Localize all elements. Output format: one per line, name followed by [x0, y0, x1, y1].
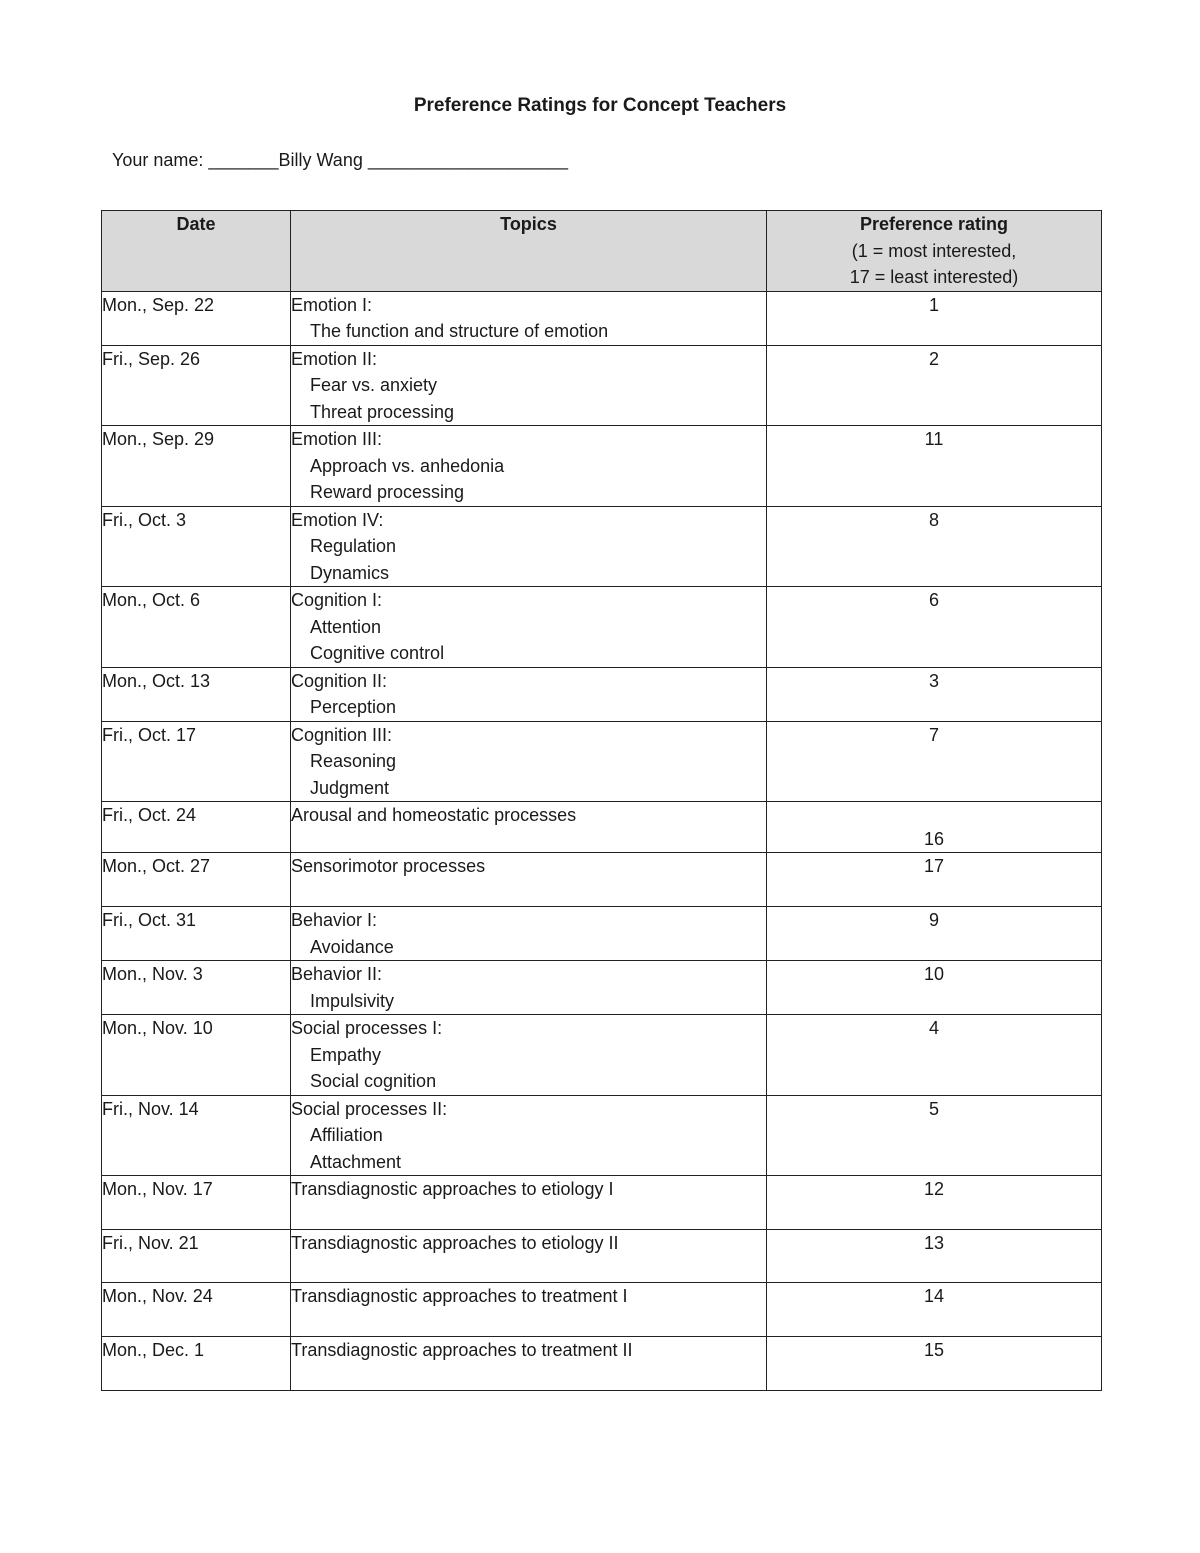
- row-rating[interactable]: 7: [767, 721, 1102, 802]
- table-row: [102, 345, 1102, 426]
- row-date: Mon., Sep. 22: [102, 291, 291, 345]
- row-subtopic: Judgment: [310, 777, 390, 798]
- row-rating[interactable]: 3: [767, 667, 1102, 721]
- row-topic: Emotion II:: [291, 348, 378, 369]
- row-rating[interactable]: 16: [767, 802, 1102, 853]
- row-subtopic: Reward processing: [310, 482, 465, 502]
- row-topic-cell: [291, 802, 767, 853]
- table-row: [102, 291, 1102, 345]
- table-row: [102, 853, 1102, 907]
- row-subtopic: Cognitive control: [310, 643, 445, 663]
- header-topics: Topics: [291, 211, 767, 292]
- header-date: Date: [102, 211, 291, 292]
- row-subtopic: Attachment: [310, 1151, 402, 1172]
- row-date: Fri., Oct. 3: [102, 506, 291, 587]
- document-title: Preference Ratings for Concept Teachers: [413, 95, 787, 116]
- table-row: [102, 802, 1102, 853]
- row-rating[interactable]: 4: [767, 1015, 1102, 1096]
- row-topic-cell: [291, 587, 767, 668]
- row-topic: Transdiagnostic approaches to treatment I: [291, 1286, 628, 1306]
- row-topic: Social processes II:: [291, 1098, 448, 1119]
- row-topic: Cognition III:: [291, 724, 393, 745]
- row-rating[interactable]: 2: [767, 345, 1102, 426]
- row-topic-cell: [291, 721, 767, 802]
- row-subtopic: Affiliation: [310, 1125, 383, 1145]
- row-topic-cell: [291, 667, 767, 721]
- row-date: Mon., Dec. 1: [102, 1337, 291, 1391]
- table-row: [102, 1095, 1102, 1176]
- table-row: [102, 426, 1102, 507]
- row-subtopic: Attention: [310, 616, 382, 637]
- row-date: Mon., Nov. 24: [102, 1283, 291, 1337]
- row-rating[interactable]: 11: [767, 426, 1102, 507]
- row-topic-cell: [291, 961, 767, 1015]
- row-rating[interactable]: 12: [767, 1176, 1102, 1230]
- table-row: [102, 1176, 1102, 1230]
- row-topic-cell: [291, 506, 767, 587]
- row-rating[interactable]: 10: [767, 961, 1102, 1015]
- row-topic: Transdiagnostic approaches to treatment II: [291, 1340, 633, 1360]
- row-date: Mon., Nov. 17: [102, 1176, 291, 1230]
- row-rating[interactable]: 9: [767, 907, 1102, 961]
- row-topic-cell: [291, 291, 767, 345]
- row-topic-cell: [291, 1230, 767, 1283]
- row-rating[interactable]: 14: [767, 1283, 1102, 1337]
- row-topic: Social processes I:: [291, 1018, 443, 1038]
- header-rating-label: Preference rating: [859, 214, 1009, 234]
- row-subtopic: Fear vs. anxiety: [310, 375, 438, 395]
- row-subtopic: Reasoning: [310, 751, 397, 771]
- table-row: [102, 1230, 1102, 1283]
- row-topic-cell: [291, 1337, 767, 1391]
- row-date: Mon., Oct. 13: [102, 667, 291, 721]
- row-subtopic: Perception: [310, 697, 397, 717]
- row-topic: Cognition II:: [291, 670, 388, 691]
- row-topic: Behavior II:: [291, 964, 383, 984]
- name-label: Your name:: [112, 150, 209, 170]
- row-date: Fri., Oct. 17: [102, 721, 291, 802]
- name-blank-suffix: ____________________: [362, 150, 569, 170]
- row-topic: Sensorimotor processes: [291, 856, 486, 876]
- row-topic-cell: [291, 1015, 767, 1096]
- table-row: [102, 506, 1102, 587]
- row-topic: Transdiagnostic approaches to etiology II: [291, 1233, 619, 1253]
- table-row: [102, 1337, 1102, 1391]
- table-row: [102, 587, 1102, 668]
- table-body: [102, 291, 1102, 1391]
- row-rating[interactable]: 13: [767, 1230, 1102, 1283]
- row-rating[interactable]: 15: [767, 1337, 1102, 1391]
- row-rating[interactable]: 5: [767, 1095, 1102, 1176]
- row-topic: Arousal and homeostatic processes: [291, 805, 577, 825]
- row-topic-cell: [291, 1176, 767, 1230]
- row-subtopic: Impulsivity: [310, 990, 395, 1011]
- row-topic-cell: [291, 907, 767, 961]
- row-subtopic: Avoidance: [310, 936, 394, 957]
- header-rating: [767, 211, 1102, 292]
- row-date: Fri., Nov. 21: [102, 1230, 291, 1283]
- name-line: [112, 148, 568, 172]
- row-date: Mon., Sep. 29: [102, 426, 291, 507]
- row-subtopic: Approach vs. anhedonia: [310, 455, 505, 476]
- row-date: Fri., Oct. 31: [102, 907, 291, 961]
- row-topic: Transdiagnostic approaches to etiology I: [291, 1179, 614, 1199]
- table-header-row: [102, 211, 1102, 292]
- row-topic: Emotion I:: [291, 294, 373, 315]
- row-date: Fri., Nov. 14: [102, 1095, 291, 1176]
- header-rating-note-1: (1 = most interested,: [851, 240, 1017, 261]
- name-blank-prefix: _______: [208, 150, 279, 170]
- table-row: [102, 1283, 1102, 1337]
- table-row: [102, 667, 1102, 721]
- row-date: Fri., Oct. 24: [102, 802, 291, 853]
- row-topic-cell: [291, 1283, 767, 1337]
- row-rating[interactable]: 1: [767, 291, 1102, 345]
- row-subtopic: Empathy: [310, 1044, 382, 1065]
- row-date: Mon., Oct. 27: [102, 853, 291, 907]
- table-row: [102, 721, 1102, 802]
- header-rating-note-2: 17 = least interested): [849, 267, 1019, 287]
- table-row: [102, 1015, 1102, 1096]
- row-subtopic: Threat processing: [310, 401, 455, 422]
- row-date: Mon., Nov. 3: [102, 961, 291, 1015]
- name-value[interactable]: Billy Wang: [278, 150, 363, 170]
- row-topic: Cognition I:: [291, 590, 383, 610]
- row-topic-cell: [291, 853, 767, 907]
- row-topic-cell: [291, 426, 767, 507]
- row-topic-cell: [291, 1095, 767, 1176]
- table-row: [102, 907, 1102, 961]
- row-subtopic: The function and structure of emotion: [310, 321, 609, 341]
- row-date: Fri., Sep. 26: [102, 345, 291, 426]
- row-topic: Emotion IV:: [291, 509, 384, 530]
- row-topic-cell: [291, 345, 767, 426]
- row-date: Mon., Oct. 6: [102, 587, 291, 668]
- row-subtopic: Social cognition: [310, 1071, 437, 1091]
- row-subtopic: Regulation: [310, 536, 397, 556]
- row-rating[interactable]: 6: [767, 587, 1102, 668]
- row-subtopic: Dynamics: [310, 562, 390, 583]
- row-topic: Emotion III:: [291, 429, 383, 449]
- table-row: [102, 961, 1102, 1015]
- row-rating[interactable]: 8: [767, 506, 1102, 587]
- preference-table: [101, 210, 1102, 1391]
- row-date: Mon., Nov. 10: [102, 1015, 291, 1096]
- row-topic: Behavior I:: [291, 910, 378, 930]
- row-rating[interactable]: 17: [767, 853, 1102, 907]
